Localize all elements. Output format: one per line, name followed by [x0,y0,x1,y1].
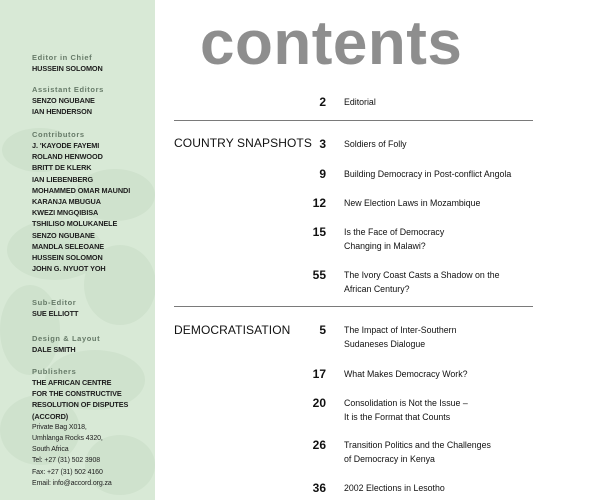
publishers-block [32,367,152,489]
assistant-editor-name: SENZO NGUBANE [32,96,95,105]
toc-entry-title: 2002 Elections in Lesotho [344,483,445,493]
assistant-editors-heading: Assistant Editors [32,85,104,94]
toc-entry-title: Soldiers of Folly [344,139,407,149]
toc-entry-title: The Ivory Coast Casts a Shadow on the [344,270,500,280]
toc-entry [344,167,544,181]
contributor-name: HUSSEIN SOLOMON [32,253,103,263]
publisher-fax: Fax: +27 (31) 502 4160 [32,468,103,476]
toc-entry [344,367,544,381]
toc-page-number: 26 [312,438,326,452]
editor-in-chief-block [32,53,152,74]
toc-entry-title: Changing in Malawi? [344,241,426,251]
contributor-name: IAN LIEBENBERG [32,174,94,184]
section-heading-democratisation: DEMOCRATISATION [174,323,291,337]
publisher-email: Email: info@accord.org.za [32,479,112,487]
publisher-address-line: Private Bag X018, [32,423,87,431]
toc-page-number: 3 [319,137,326,151]
toc-entry-title: The Impact of Inter-Southern [344,325,457,335]
publisher-address-line: Umhlanga Rocks 4320, [32,435,103,443]
toc-entry [344,323,544,351]
contributor-name: KWEZI MNGQIBISA [32,208,99,218]
toc-page-number: 36 [312,481,326,495]
page-title: contents [200,9,463,78]
toc-entry-title: Is the Face of Democracy [344,227,445,237]
toc-entry [344,481,544,495]
contributors-heading: Contributors [32,130,85,139]
publisher-address-line: South Africa [32,446,69,454]
toc-page-number: 15 [312,225,326,239]
contributor-name: KARANJA MBUGUA [32,197,101,207]
publishers-heading: Publishers [32,367,77,376]
assistant-editors-block [32,85,152,117]
editor-in-chief-heading: Editor in Chief [32,53,93,62]
section-divider [174,120,533,121]
contributor-name: JOHN G. NYUOT YOH [32,264,106,274]
contributor-name: MANDLA SELEOANE [32,241,105,251]
toc-entry-title: Consolidation is Not the Issue – [344,398,468,408]
toc-entry-title: of Democracy in Kenya [344,454,435,464]
design-layout-block [32,334,152,355]
toc-entry-title: Sudaneses Dialogue [344,339,426,349]
toc-page-number: 55 [312,268,326,282]
publisher-name-line: THE AFRICAN CENTRE [32,378,112,387]
toc-page-number: 9 [319,167,326,181]
contributor-name: J. 'KAYODE FAYEMI [32,141,100,150]
toc-entry-title: African Century? [344,284,410,294]
toc-entry-title: Transition Politics and the Challenges [344,440,491,450]
sub-editor-block [32,298,152,319]
contributors-block [32,130,152,274]
toc-entry-title: Editorial [344,97,376,107]
publisher-name-line: FOR THE CONSTRUCTIVE [32,389,122,399]
toc-page-number: 2 [319,95,326,109]
toc-entry [344,137,544,151]
toc-entry [344,438,544,466]
publisher-phone: Tel: +27 (31) 502 3908 [32,457,101,465]
publisher-name-line: (ACCORD) [32,411,69,421]
editor-name: HUSSEIN SOLOMON [32,64,103,73]
toc-entry-title: It is the Format that Counts [344,412,451,422]
contributor-name: ROLAND HENWOOD [32,152,103,162]
designer-name: DALE SMITH [32,345,76,354]
toc-entry [344,225,544,253]
toc-page-number: 12 [312,196,326,210]
sub-editor-heading: Sub-Editor [32,298,77,307]
contributor-name: SENZO NGUBANE [32,230,95,240]
design-layout-heading: Design & Layout [32,334,101,343]
contributor-name: TSHILISO MOLUKANELE [32,219,118,229]
section-divider [174,306,533,307]
toc-entry [344,268,544,296]
toc-page-number: 20 [312,396,326,410]
toc-entry-title: Building Democracy in Post-conflict Angola [344,169,512,179]
toc-entry [344,196,544,210]
assistant-editor-name: IAN HENDERSON [32,107,92,117]
toc-entry-editorial [344,95,544,109]
section-heading-country-snapshots: COUNTRY SNAPSHOTS [174,136,312,150]
toc-entry-title: What Makes Democracy Work? [344,369,468,379]
toc-page-number: 17 [312,367,326,381]
toc-page-number: 5 [319,323,326,337]
contributor-name: BRITT DE KLERK [32,163,92,173]
publisher-name-line: RESOLUTION OF DISPUTES [32,400,129,410]
masthead-sidebar [0,0,155,500]
sub-editor-name: SUE ELLIOTT [32,309,79,318]
toc-entry-title: New Election Laws in Mozambique [344,198,481,208]
toc-entry [344,396,544,424]
contributor-name: MOHAMMED OMAR MAUNDI [32,185,131,195]
